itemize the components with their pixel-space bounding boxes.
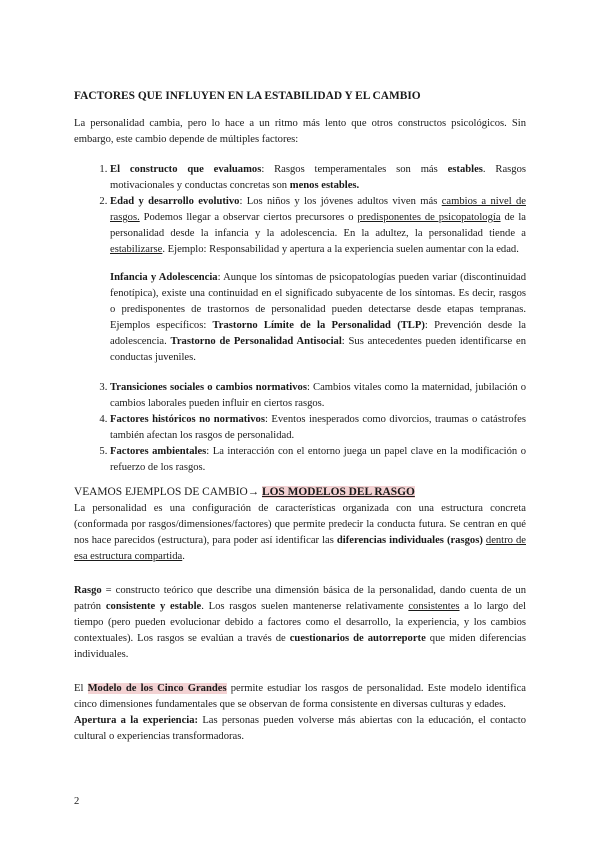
modelo-highlight: Modelo de los Cinco Grandes (87, 683, 227, 694)
page-title: FACTORES QUE INFLUYEN EN LA ESTABILIDAD Y EL CAMBIO (74, 90, 421, 102)
rasgo-text4: que miden diferencias individuales. (74, 633, 526, 660)
item3-bold: Transiciones sociales o cambios normativos (110, 382, 307, 393)
list-item-edad (110, 194, 526, 258)
rasgo-text1: = constructo teórico que describe una dimensión básica de la personalidad, dando cuenta de un patrón (74, 585, 526, 612)
apertura-paragraph (74, 713, 526, 745)
factors-list-2 (74, 380, 526, 476)
list-item-transiciones (110, 380, 526, 412)
list-item-historicos (110, 412, 526, 444)
item1-text2: . Rasgos motivacionales y conductas concretas son (110, 164, 526, 191)
section-heading (74, 484, 526, 500)
rasgo-text2: . Los rasgos suelen mantenerse relativamente (201, 601, 409, 612)
intro-text: La personalidad cambia, pero lo hace a un ritmo más lento que otros constructos psicológicos. Sin embargo, este cambio depende de múltiples factores: (74, 118, 526, 145)
factors-list-1 (74, 162, 526, 258)
item1-text1: : Rasgos temperamentales son más (261, 164, 448, 175)
infancia-text3: : Sus antecedentes pueden identificarse en conductas juveniles. (110, 336, 526, 363)
rasgo-bold2: consistente y estable (105, 601, 202, 612)
item2-underline2: predisponentes de psicopatología (357, 212, 501, 223)
item1-bold2: estables (447, 164, 483, 175)
section-highlight: LOS MODELOS DEL RASGO (261, 486, 415, 498)
infancia-bold1: Infancia y Adolescencia (110, 272, 218, 283)
intro-paragraph (74, 116, 526, 148)
page-number: 2 (74, 796, 80, 807)
item5-text: : La interacción con el entorno juega un papel clave en la modificación o refuerzo de los rasgos. (110, 446, 526, 473)
item1-bold3: menos estables. (289, 180, 360, 191)
rasgo-paragraph (74, 583, 526, 663)
section-prefix: VEAMOS EJEMPLOS DE CAMBIO→ (74, 486, 262, 498)
item5-bold: Factores ambientales (110, 446, 207, 457)
item2-text4: . Ejemplo: Responsabilidad y apertura a la experiencia suelen aumentar con la edad. (162, 244, 519, 255)
infancia-text1: : Aunque los síntomas de psicopatologías pueden variar (discontinuidad fenotípica), existe una continuidad en el significado subyacente de los síntomas. Es decir, rasgos o predisponentes de trastornos de personalidad pueden detectarse desde etapas tempranas. Ejemplos específicos: (110, 272, 526, 331)
item2-text3: de la personalidad desde la infancia y la adolescencia. En la adultez, la personalidad tiende a (110, 212, 526, 239)
item2-bold: Edad y desarrollo evolutivo (110, 196, 240, 207)
list-item-ambientales (110, 444, 526, 476)
config-paragraph (74, 501, 526, 565)
item2-text1: : Los niños y los jóvenes adultos viven más (239, 196, 442, 207)
config-underline1: dentro de esa estructura compartida (74, 535, 526, 562)
rasgo-bold3: cuestionarios de autorreporte (289, 633, 426, 644)
page-content (74, 88, 526, 745)
rasgo-underline1: consistentes (408, 601, 460, 612)
item2-underline3: estabilizarse (110, 244, 163, 255)
modelo-paragraph (74, 681, 526, 713)
modelo-text2: permite estudiar los rasgos de personalidad. Este modelo identifica cinco dimensiones fundamentales que se observan de forma consistente en diversas culturas y edades. (74, 683, 526, 710)
config-text3: . (182, 551, 185, 562)
item3-text: : Cambios vitales como la maternidad, jubilación o cambios laborales pueden influir en ciertos rasgos. (110, 382, 526, 409)
item4-bold: Factores históricos no normativos (110, 414, 265, 425)
apertura-text1: Las personas pueden volverse más abiertas con la educación, el contacto cultural o experiencias transformadoras. (74, 715, 526, 742)
infancia-bold3: Trastorno de Personalidad Antisocial (170, 336, 342, 347)
item2-underline1: cambios a nivel de rasgos. (110, 196, 526, 223)
infancia-bold2: Trastorno Límite de la Personalidad (TLP) (212, 320, 425, 331)
modelo-text1: El (74, 683, 88, 694)
item1-bold: El constructo que evaluamos (110, 164, 262, 175)
item4-text: : Eventos inesperados como divorcios, traumas o catástrofes también afectan los rasgos de personalidad. (110, 414, 526, 441)
config-text1: La personalidad es una configuración de características organizada con una estructura concreta (conformada por rasgos/dimensiones/factores) que permite predecir la conducta futura. Se centran en qué nos hace parecidos (estructura), para poder así identificar las (74, 503, 526, 546)
list-item-constructo (110, 162, 526, 194)
infancia-paragraph (110, 270, 526, 366)
config-bold1: diferencias individuales (rasgos) (336, 535, 483, 546)
rasgo-text3: a lo largo del tiempo (pero pueden evolucionar debido a factores como el desarrollo, la experiencia, y los cambios contextuales). Los rasgos se evalúan a través de (74, 601, 526, 644)
item2-text2: Podemos llegar a observar ciertos precursores o (139, 212, 358, 223)
infancia-text2: : Prevención desde la adolescencia. (110, 320, 526, 347)
apertura-bold1: Apertura a la experiencia: (74, 715, 199, 726)
rasgo-bold1: Rasgo (74, 585, 102, 596)
